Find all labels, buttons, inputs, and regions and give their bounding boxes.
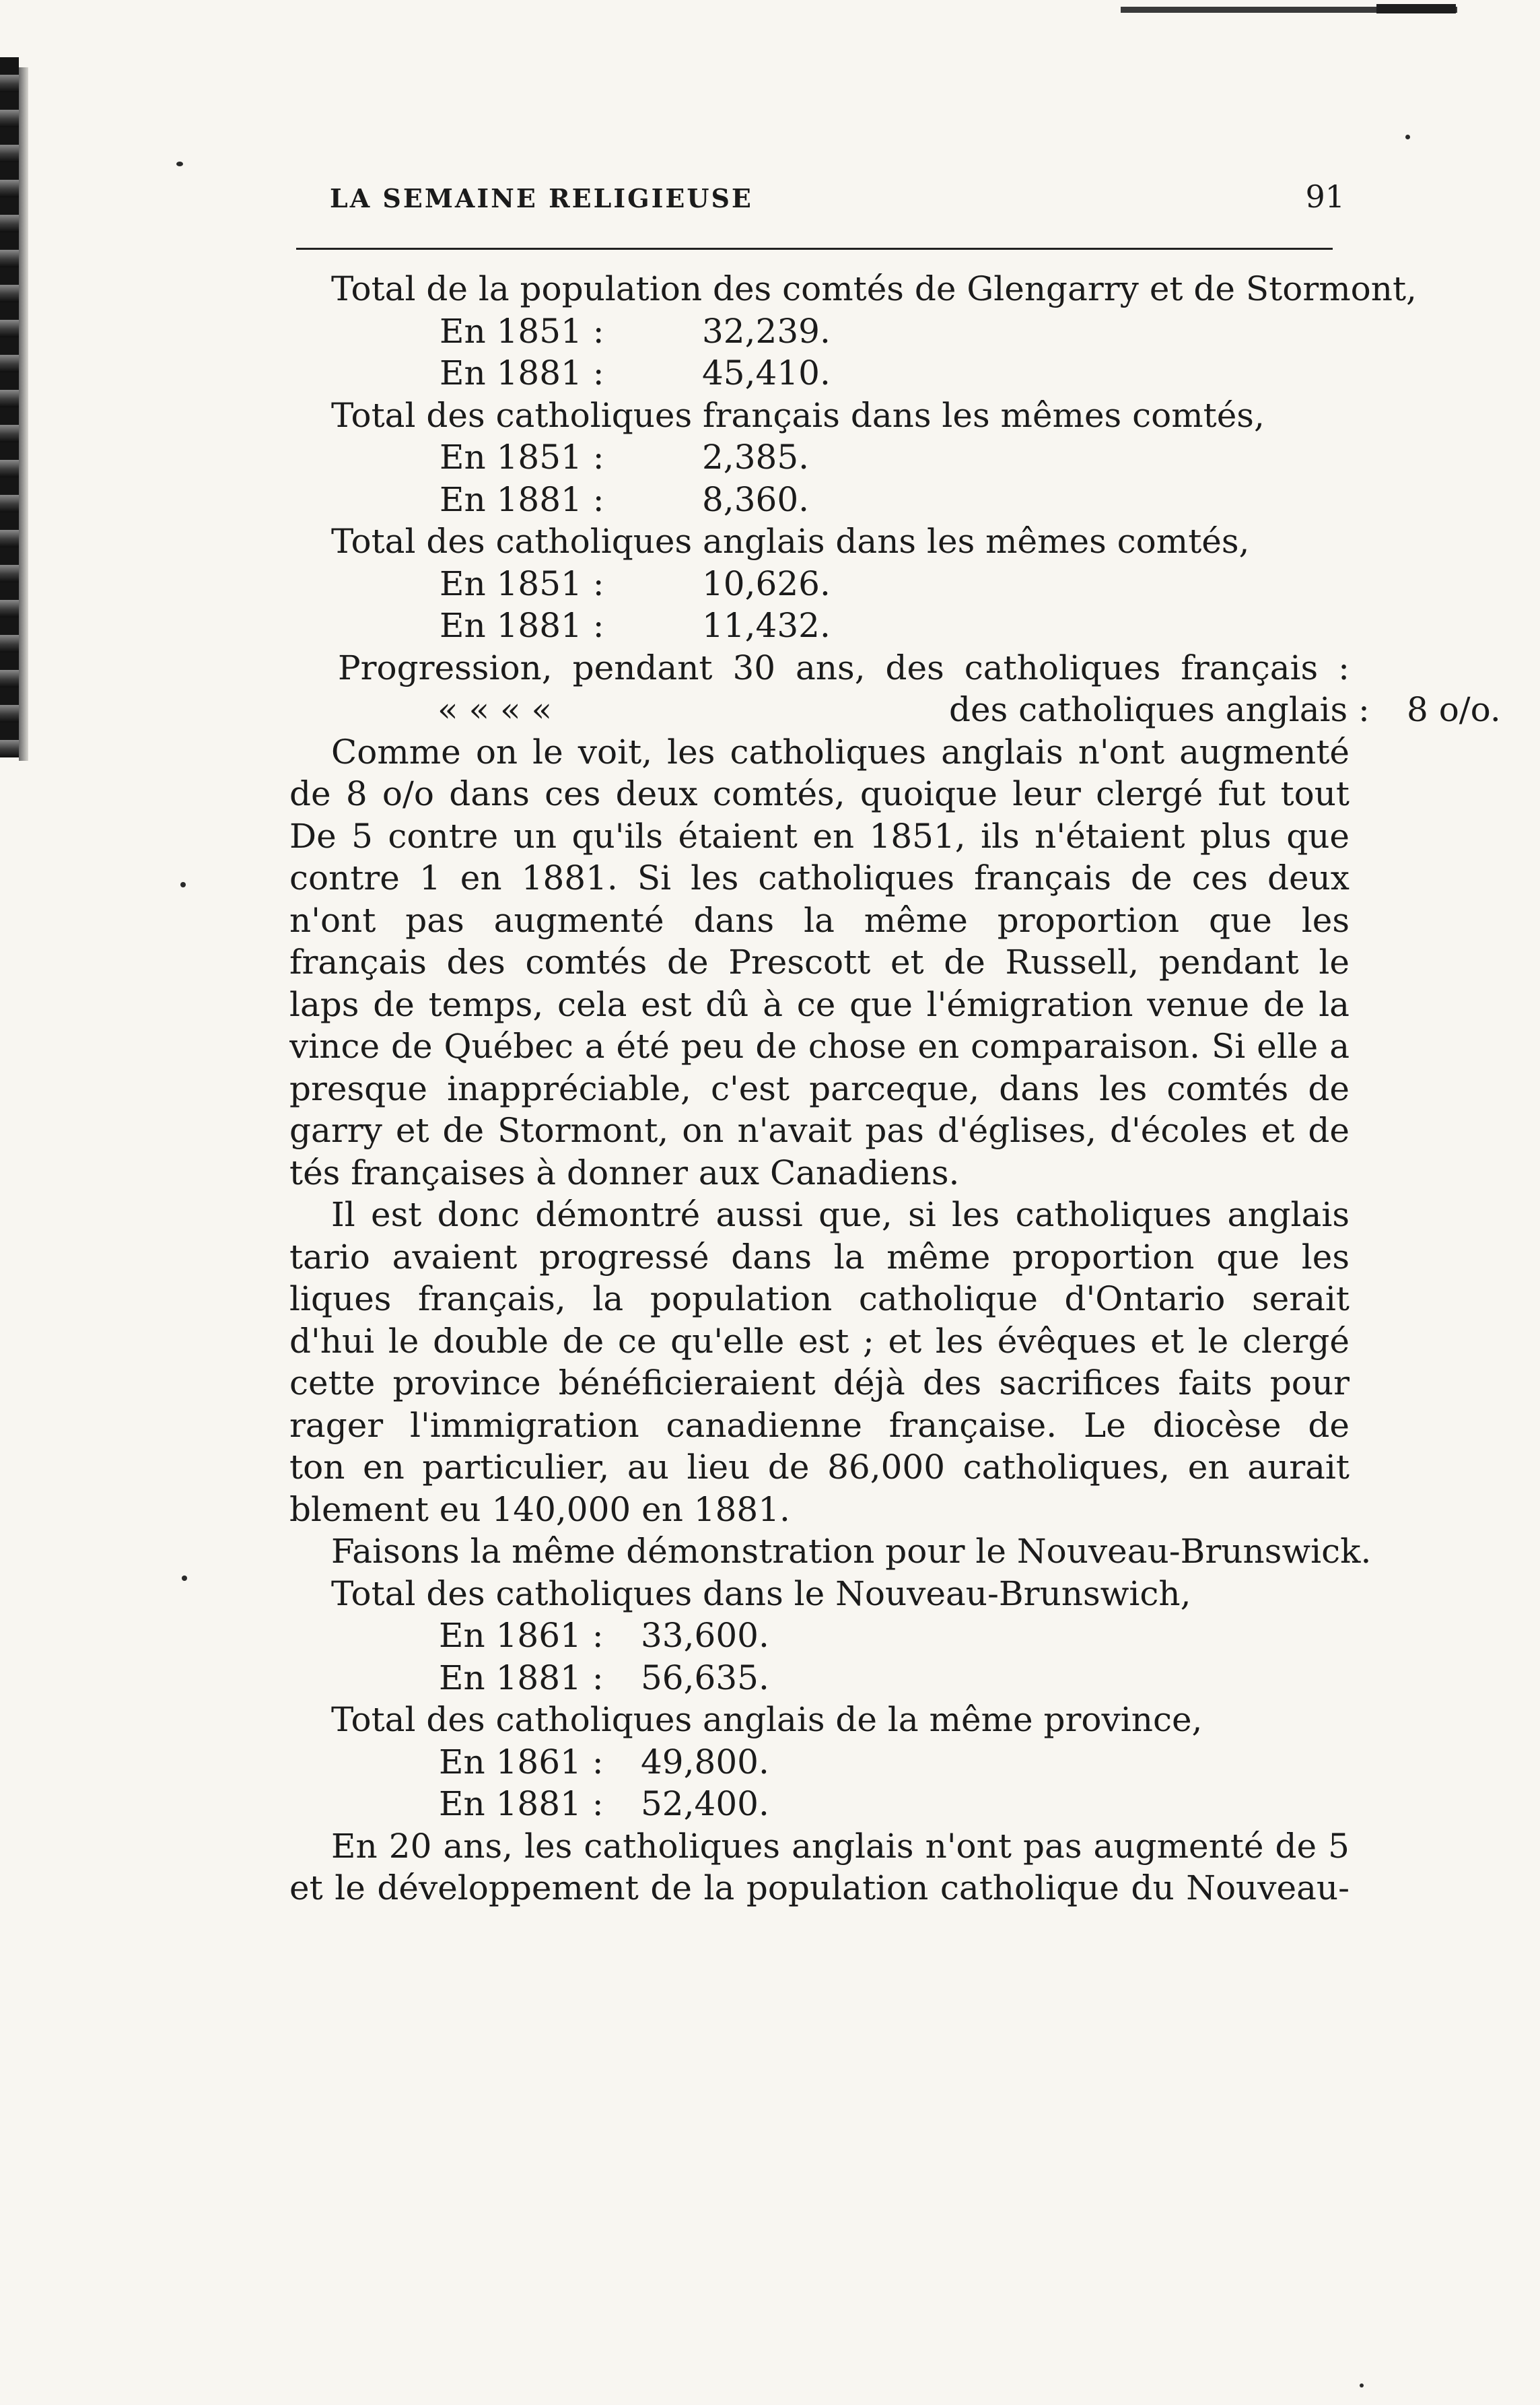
paragraph-line: presque inappréciable, c'est parceque, dans les comtés de — [289, 1069, 1350, 1108]
paragraph-line: tés françaises à donner aux Canadiens. — [289, 1153, 960, 1192]
paragraph-line: liques français, la population catholique d'Ontario serait — [289, 1279, 1350, 1318]
paragraph-line: français des comtés de Prescott et de Russell, pendant le — [289, 943, 1350, 982]
scan-binding-shadow — [19, 67, 28, 761]
row-value: 49,800. — [641, 1742, 769, 1782]
paragraph-line: vince de Québec a été peu de chose en comparaison. Si elle a — [289, 1027, 1350, 1066]
progression-text: des catholiques anglais : — [949, 690, 1370, 729]
paragraph-line: cette province bénéficieraient déjà des sacrifices faits pour — [289, 1363, 1350, 1402]
row-year: En 1881 : — [440, 479, 604, 519]
paragraph-line: En 20 ans, les catholiques anglais n'ont pas augmenté de 5 — [331, 1826, 1350, 1866]
data-row — [289, 605, 1350, 647]
data-row — [289, 352, 1350, 395]
row-value: 52,400. — [641, 1784, 769, 1823]
paragraph-line: Faisons la même démonstration pour le Nouveau-Brunswick. — [331, 1532, 1372, 1571]
paragraph-line: rager l'immigration canadienne française. Le diocèse de — [289, 1405, 1350, 1445]
row-value: 45,410. — [702, 353, 831, 393]
data-row — [289, 1783, 1350, 1825]
row-year: En 1851 : — [440, 311, 604, 351]
block1-heading: Total de la population des comtés de Glengarry et de Stormont, — [331, 269, 1417, 308]
row-year: En 1881 : — [439, 1658, 604, 1697]
scan-speck — [1360, 2383, 1364, 2387]
paragraph-line: Il est donc démontré aussi que, si les catholiques anglais — [331, 1195, 1350, 1234]
data-row — [289, 1741, 1350, 1784]
scan-speck — [176, 162, 183, 166]
row-value: 33,600. — [641, 1616, 769, 1655]
paragraph-line: et le développement de la population catholique du Nouveau- — [289, 1868, 1350, 1907]
data-row — [289, 1615, 1350, 1657]
progression-line-2 — [289, 689, 1501, 731]
row-value: 11,432. — [702, 606, 831, 645]
scan-speck — [1405, 135, 1410, 139]
scan-speck — [180, 882, 186, 887]
row-value: 8,360. — [702, 479, 810, 519]
page-number: 91 — [1305, 178, 1345, 215]
row-year: En 1881 : — [440, 606, 604, 645]
block2-heading: Total des catholiques français dans les mêmes comtés, — [331, 395, 1265, 435]
paragraph-line: Comme on le voit, les catholiques anglais n'ont augmenté — [331, 732, 1350, 772]
data-row — [289, 310, 1350, 353]
data-row — [289, 1657, 1350, 1699]
paragraph-line: contre 1 en 1881. Si les catholiques français de ces deux — [289, 858, 1350, 897]
block3-heading: Total des catholiques anglais dans les mêmes comtés, — [331, 522, 1250, 561]
row-year: En 1851 : — [440, 438, 604, 477]
running-title: LA SEMAINE RELIGIEUSE — [330, 183, 753, 213]
paragraph-line: de 8 o/o dans ces deux comtés, quoique leur clergé fut tout — [289, 774, 1350, 813]
row-year: En 1881 : — [439, 1784, 604, 1823]
row-year: En 1861 : — [439, 1616, 604, 1655]
block4-heading: Total des catholiques dans le Nouveau-Brunswich, — [331, 1573, 1191, 1613]
paragraph-line: d'hui le double de ce qu'elle est ; et les évêques et le clergé — [289, 1321, 1350, 1361]
scan-border-top-dark — [1376, 4, 1456, 13]
scan-speck — [182, 1576, 187, 1581]
paragraph-line: garry et de Stormont, on n'avait pas d'églises, d'écoles et de — [289, 1111, 1350, 1150]
paragraph-line: laps de temps, cela est dû à ce que l'émigration venue de la — [289, 984, 1350, 1024]
progression-line: Progression, pendant 30 ans, des catholiques français : — [338, 648, 1350, 687]
ditto-marks: « « « « — [438, 690, 553, 729]
paragraph-line: ton en particulier, au lieu de 86,000 catholiques, en aurait — [289, 1448, 1350, 1487]
row-year: En 1881 : — [440, 353, 604, 393]
data-row — [289, 436, 1350, 479]
row-value: 10,626. — [702, 564, 831, 603]
row-year: En 1861 : — [439, 1742, 604, 1782]
paragraph-line: blement eu 140,000 en 1881. — [289, 1489, 790, 1529]
row-value: 32,239. — [702, 311, 831, 351]
page-body — [289, 268, 1501, 1909]
paragraph-line: n'ont pas augmenté dans la même proportion que les — [289, 900, 1350, 940]
data-row — [289, 563, 1350, 605]
scan-binding-edge — [0, 57, 19, 757]
block5-heading: Total des catholiques anglais de la même province, — [331, 1700, 1203, 1739]
data-row — [289, 479, 1350, 521]
paragraph-line: De 5 contre un qu'ils étaient en 1851, ils n'étaient plus que — [289, 816, 1350, 856]
header-rule — [296, 248, 1333, 250]
row-value: 2,385. — [702, 438, 810, 477]
paragraph-line: tario avaient progressé dans la même proportion que les — [289, 1237, 1350, 1277]
progression-value: 8 o/o. — [1407, 690, 1501, 729]
row-value: 56,635. — [641, 1658, 769, 1697]
row-year: En 1851 : — [440, 564, 604, 603]
